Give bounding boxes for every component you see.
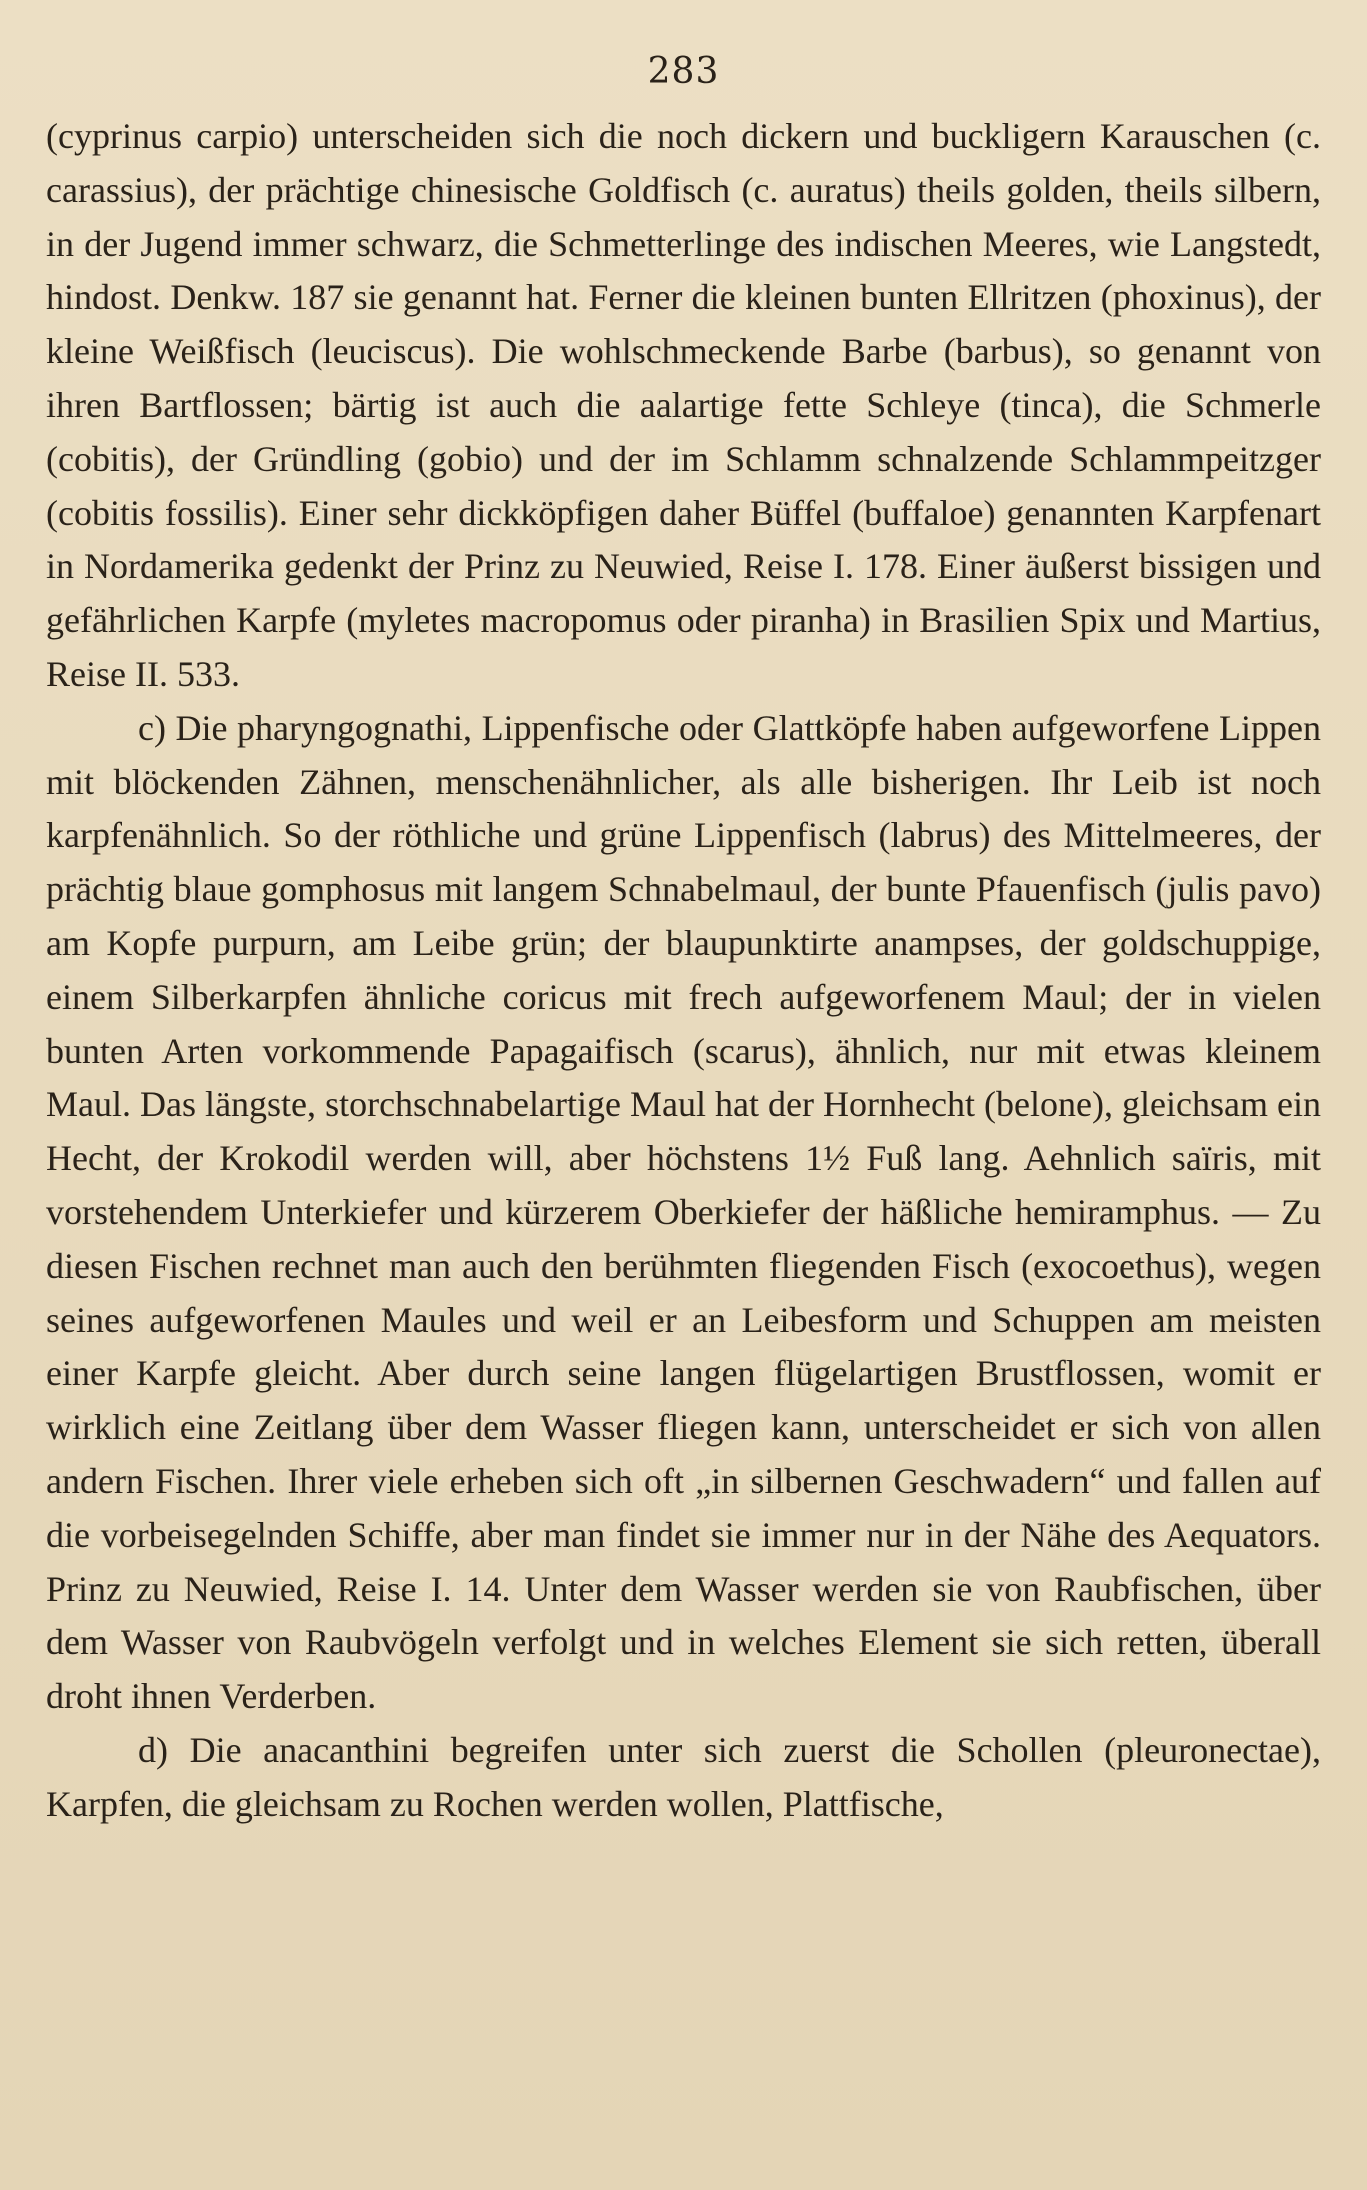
paragraph-carp-species: (cyprinus carpio) unterscheiden sich die noch dickern und buckligern Karauschen (c. carassius), der prächtige chinesische Goldfisch (c. auratus) theils golden, theils silbern, in der Jugend immer schwarz, die Schmetterlinge des indischen Meeres, wie Langstedt, hindost. Denkw. 187 sie genannt hat. Ferner die kleinen bunten Ellritzen (phoxinus), der kleine Weißfisch (leuciscus). Die wohlschmeckende Barbe (barbus), so genannt von ihren Bartflossen; bärtig ist auch die aalartige fette Schleye (tinca), die Schmerle (cobitis), der Gründling (gobio) und der im Schlamm schnalzende Schlammpeitzger (cobitis fossilis). Einer sehr dickköpfigen daher Büffel (buffaloe) genannten Karpfenart in Nordamerika gedenkt der Prinz zu Neuwied, Reise I. 178. Einer äußerst bissigen und gefährlichen Karpfe (myletes macropomus oder piranha) in Brasilien Spix und Martius, Reise II. 533. (46, 116, 1321, 694)
paragraph-anacanthini: d) Die anacanthini begreifen unter sich zuerst die Schollen (pleuronectae), Karpfen, die gleichsam zu Rochen werden wollen, Plattfische, (46, 1729, 1321, 1824)
page-number: 283 (647, 51, 720, 92)
paragraph-pharyngognathi: c) Die pharyngognathi, Lippenfische oder Glattköpfe haben aufgeworfene Lippen mit blöckenden Zähnen, menschenähnlicher, als alle bisherigen. Ihr Leib ist noch karpfenähnlich. So der röthliche und grüne Lippenfisch (labrus) des Mittelmeeres, der prächtig blaue gomphosus mit langem Schnabelmaul, der bunte Pfauenfisch (julis pavo) am Kopfe purpurn, am Leibe grün; der blaupunktirte anampses, der goldschuppige, einem Silberkarpfen ähnliche coricus mit frech aufgeworfenem Maul; der in vielen bunten Arten vorkommende Papagaifisch (scarus), ähnlich, nur mit etwas kleinem Maul. Das längste, storchschnabelartige Maul hat der Hornhecht (belone), gleichsam ein Hecht, der Krokodil werden will, aber höchstens 1½ Fuß lang. Aehnlich saïris, mit vorstehendem Unterkiefer und kürzerem Oberkiefer der häßliche hemiramphus. — Zu diesen Fischen rechnet man auch den berühmten fliegenden Fisch (exocoethus), wegen seines aufgeworfenen Maules und weil er an Leibesform und Schuppen am meisten einer Karpfe gleicht. Aber durch seine langen flügelartigen Brustflossen, womit er wirklich eine Zeitlang über dem Wasser fliegen kann, unterscheidet er sich von allen andern Fischen. Ihrer viele erheben sich oft „in silbernen Geschwadern“ und fallen auf die vorbeisegelnden Schiffe, aber man findet sie immer nur in der Nähe des Aequators. Prinz zu Neuwied, Reise I. 14. Unter dem Wasser werden sie von Raubfischen, über dem Wasser von Raubvögeln verfolgt und in welches Element sie sich retten, überall droht ihnen Verderben. (46, 707, 1321, 1717)
page-body (46, 110, 1321, 1832)
